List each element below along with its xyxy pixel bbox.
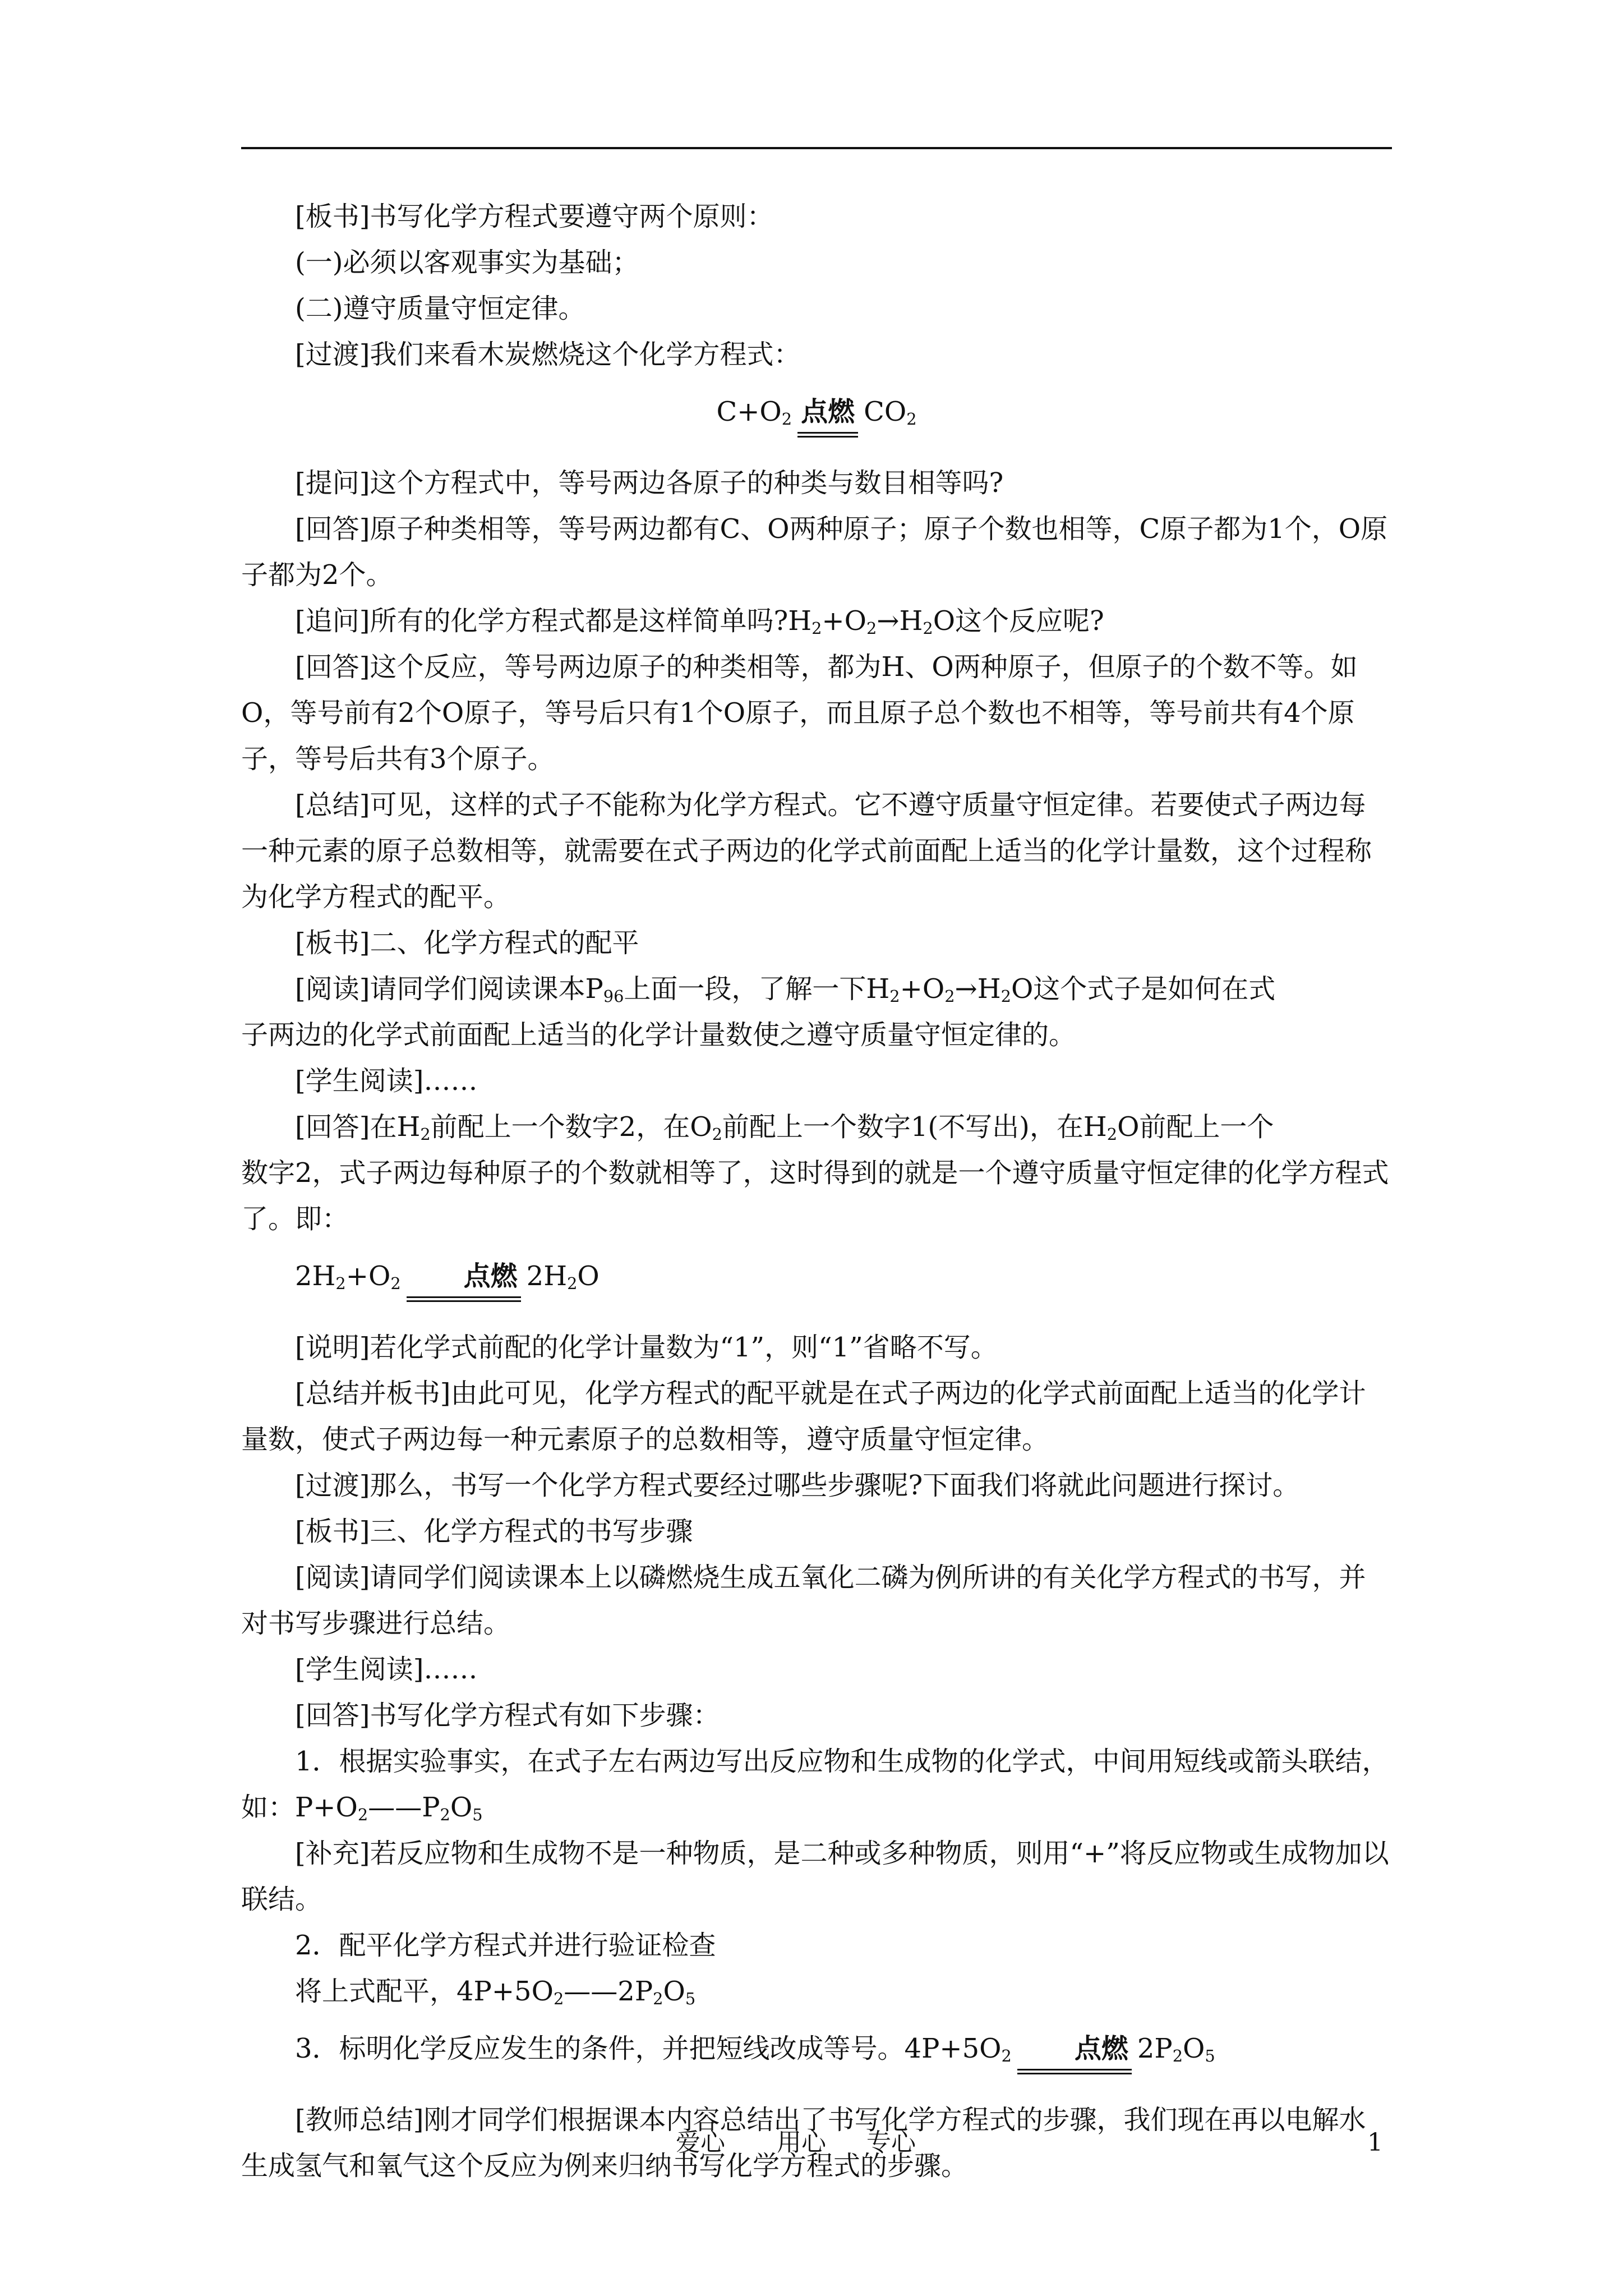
- paragraph-balanced-equation: 将上式配平，$4P+5O_2——2P_2O_5$: [295, 1976, 696, 2009]
- footer-text-focused: 专心: [866, 2128, 916, 2157]
- footer-text-caring: 爱心: [676, 2128, 725, 2157]
- paragraph-principle-two: (二)遵守质量守恒定律。: [295, 293, 585, 324]
- paragraph-board-principles: [板书]书写化学方程式要遵守两个原则：: [295, 201, 774, 232]
- condition-ignite: 点燃: [407, 1259, 521, 1302]
- paragraph-question-atoms: [提问]这个方程式中，等号两边各原子的种类与数目相等吗?: [295, 467, 1004, 499]
- paragraph-board-section-three: [板书]三、化学方程式的书写步骤: [295, 1516, 693, 1547]
- paragraph-answer-steps: [回答]书写化学方程式有如下步骤：: [295, 1700, 720, 1731]
- condition-ignite: 点燃: [797, 395, 858, 438]
- header-rule: [241, 147, 1392, 149]
- paragraph-step-three: 3．标明化学反应发生的条件，并把短线改成等号。$4P+5O_2$ 点燃 $2P_2O_5$: [241, 2026, 1392, 2074]
- paragraph-answer-atoms: [回答]原子种类相等，等号两边都有C、O两种原子；原子个数也相等，C原子都为1个，O原子都为2个。: [241, 513, 1388, 591]
- paragraph-reading-phosphorus: [阅读]请同学们阅读课本上以磷燃烧生成五氧化二磷为例所讲的有关化学方程式的书写，并对书写步骤进行总结。: [241, 1562, 1366, 1639]
- equation-carbon-combustion: $C+O_2$ 点燃 $CO_2$: [241, 389, 1392, 438]
- paragraph-step-two: 2．配平化学方程式并进行验证检查: [295, 1930, 716, 1961]
- paragraph-followup-question: [追问]所有的化学方程式都是这样简单吗$?H_2+O_2\to H_2O$这个反应呢?: [295, 605, 1104, 638]
- paragraph-supplement: [补充]若反应物和生成物不是一种物质，是二种或多种物质，则用“+”将反应物或生成物加以联结。: [241, 1838, 1389, 1915]
- paragraph-student-reading-2: [学生阅读]……: [295, 1654, 478, 1685]
- paragraph-board-section-two: [板书]二、化学方程式的配平: [295, 927, 639, 959]
- equation-water-formation: $2H_2+O_2$ 点燃 $2H_2O$: [241, 1253, 1392, 1302]
- paragraph-teacher-summary: [教师总结]刚才同学们根据课本内容总结出了书写化学方程式的步骤，我们现在再以电解水生成氢气和氧气这个反应为例来归纳书写化学方程式的步骤。: [241, 2104, 1366, 2182]
- document-body: [241, 194, 1392, 2189]
- paragraph-summary-board: [总结并板书]由此可见，化学方程式的配平就是在式子两边的化学式前面配上适当的化学计量数，使式子两边每一种元素原子的总数相等，遵守质量守恒定律。: [241, 1378, 1366, 1455]
- condition-ignite: 点燃: [1017, 2032, 1132, 2074]
- paragraph-student-reading-1: [学生阅读]……: [295, 1065, 478, 1097]
- paragraph-step-one: 1．根据实验事实，在式子左右两边写出反应物和生成物的化学式，中间用短线或箭头联结，如：$P+O_2——P_2O_5$: [241, 1746, 1389, 1825]
- paragraph-summary-balancing: [总结]可见，这样的式子不能称为化学方程式。它不遵守质量守恒定律。若要使式子两边每一种元素的原子总数相等，就需要在式子两边的化学式前面配上适当的化学计量数，这个过程称为化学方程式的配平。: [241, 789, 1372, 913]
- paragraph-transition-charcoal: [过渡]我们来看木炭燃烧这个化学方程式：: [295, 339, 801, 370]
- footer-text-attentive: 用心: [777, 2128, 826, 2157]
- paragraph-reading-p96: [阅读]请同学们阅读课本$P_{96}$上面一段，了解一下$H_2+O_2\to H_2O$这个式子是如何在式 子两边的化学式前面配上适当的化学计量数使之遵守质量守恒定律的。: [241, 973, 1276, 1051]
- paragraph-principle-one: (一)必须以客观事实为基础；: [295, 247, 639, 278]
- paragraph-answer-unequal: [回答]这个反应，等号两边原子的种类相等，都为H、O两种原子，但原子的个数不等。如O，等号前有2个O原子，等号后只有1个O原子，而且原子总个数也不相等，等号前共有4个原子，等号后共有3个原子。: [241, 651, 1358, 775]
- page-number: 1: [1367, 2128, 1383, 2157]
- paragraph-transition-steps: [过渡]那么，书写一个化学方程式要经过哪些步骤呢?下面我们将就此问题进行探讨。: [295, 1470, 1300, 1501]
- paragraph-answer-coefficients: [回答]在$H_2$前配上一个数字2，在$O_2$前配上一个数字1(不写出)，在$H_2O$前配上一个 数字2，式子两边每种原子的个数就相等了，这时得到的就是一个遵守质量守恒定律的化学方程式了。即：: [241, 1111, 1389, 1235]
- paragraph-note-coefficient-one: [说明]若化学式前配的化学计量数为“1”，则“1”省略不写。: [295, 1332, 998, 1363]
